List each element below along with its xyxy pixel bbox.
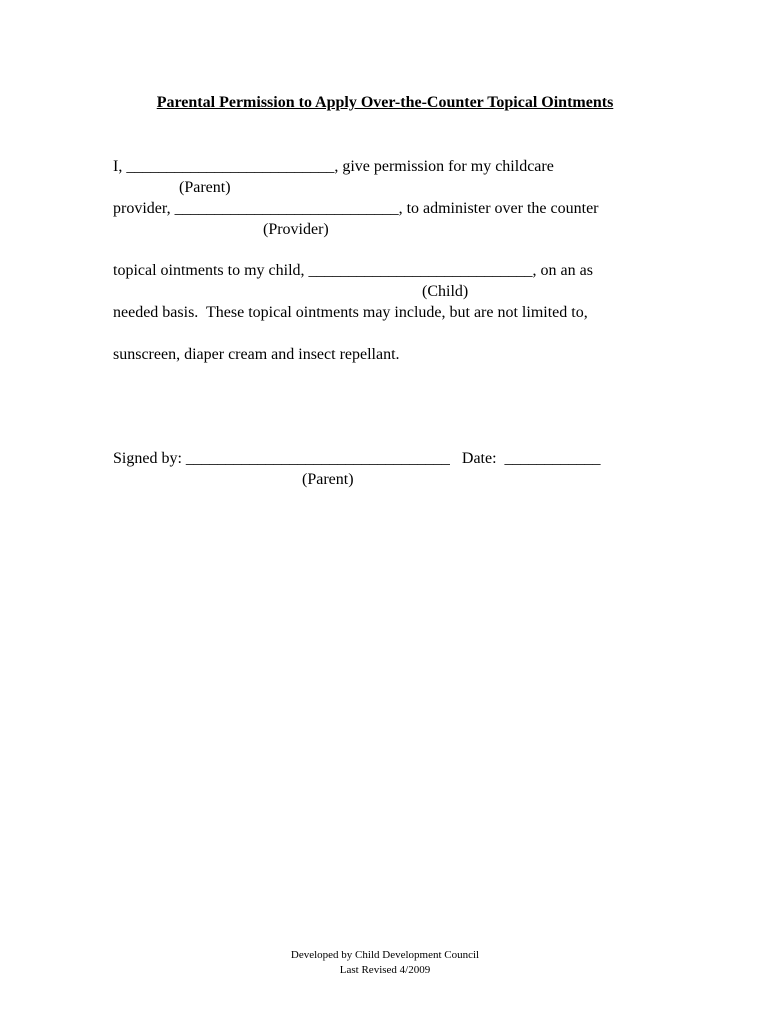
signature-line: Signed by: _________________________________ Date: ____________ [113,450,601,467]
provider-field-label: (Provider) [263,221,329,238]
ointments-line: needed basis. These topical ointments may include, but are not limited to, [113,304,588,321]
footer-last-revised: Last Revised 4/2009 [339,964,431,976]
child-line: topical ointments to my child, ____________________________, on an as [113,262,593,279]
document-title: Parental Permission to Apply Over-the-Counter Topical Ointments [156,94,614,111]
parent-permission-line: I, __________________________, give permission for my childcare [113,158,554,175]
footer-developed-by: Developed by Child Development Council [290,949,480,961]
child-field-label: (Child) [422,283,469,300]
examples-line: sunscreen, diaper cream and insect repellant. [113,346,400,363]
provider-line: provider, ____________________________, to administer over the counter [113,200,599,217]
signature-parent-label: (Parent) [302,471,354,488]
parent-field-label: (Parent) [179,179,231,196]
